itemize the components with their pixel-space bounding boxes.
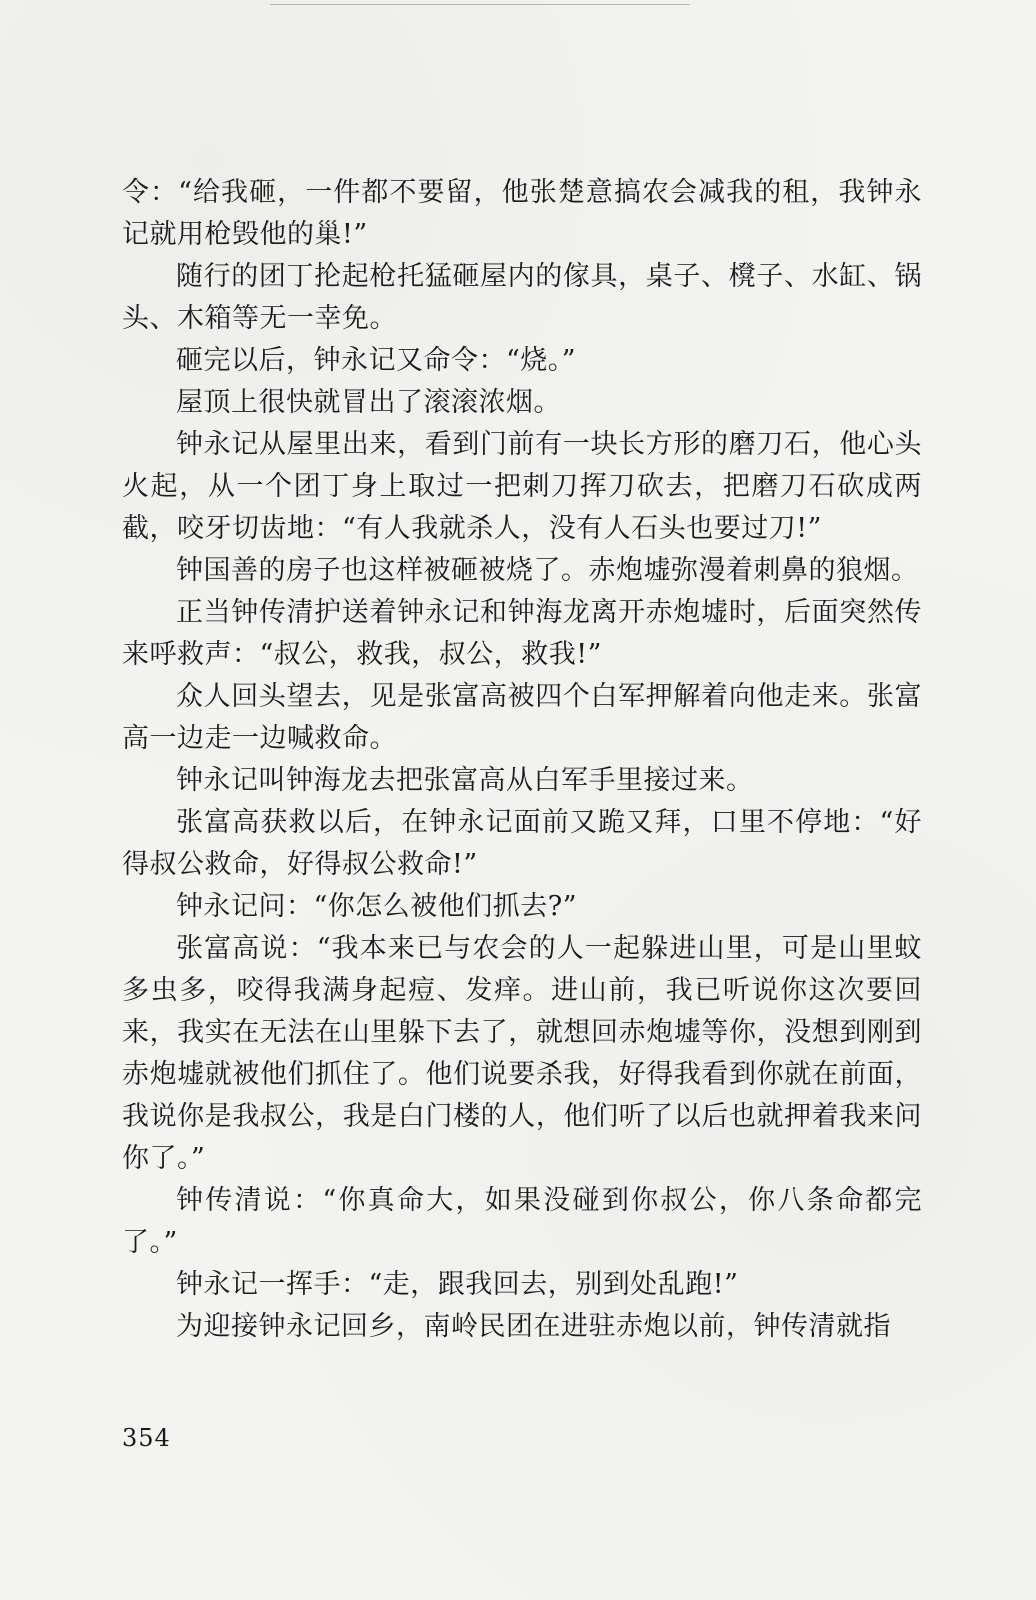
paragraph: 屋顶上很快就冒出了滚滚浓烟。 [176, 387, 561, 418]
paragraph: 令：“给我砸，一件都不要留，他张楚意搞农会减我的租，我钟永记就用枪毁他的巢!” [122, 177, 922, 250]
paragraph: 钟国善的房子也这样被砸被烧了。赤炮墟弥漫着刺鼻的狼烟。 [176, 555, 919, 586]
paragraph: 钟永记叫钟海龙去把张富高从白军手里接过来。 [176, 765, 754, 796]
scan-edge-line [270, 4, 690, 5]
paragraph: 张富高获救以后，在钟永记面前又跪又拜，口里不停地：“好得叔公救命，好得叔公救命!” [122, 807, 922, 880]
paragraph: 砸完以后，钟永记又命令：“烧。” [176, 345, 577, 376]
paragraph: 钟传清说：“你真命大，如果没碰到你叔公，你八条命都完了。” [122, 1185, 922, 1258]
paragraph: 张富高说：“我本来已与农会的人一起躲进山里，可是山里蚊多虫多，咬得我满身起痘、发痒。进山前，我已听说你这次要回来，我实在无法在山里躲下去了，就想回赤炮墟等你，没想到刚到赤炮墟就被他们抓住了。他们说要杀我，好得我看到你就在前面，我说你是我叔公，我是白门楼的人，他们听了以后也就押着我来问你了。” [122, 933, 922, 1174]
paragraph: 钟永记一挥手：“走，跟我回去，别到处乱跑!” [176, 1269, 739, 1300]
body-text [122, 172, 922, 1348]
paragraph: 为迎接钟永记回乡，南岭民团在进驻赤炮以前，钟传清就指 [176, 1311, 891, 1342]
paragraph: 钟永记从屋里出来，看到门前有一块长方形的磨刀石，他心头火起，从一个团丁身上取过一把刺刀挥刀砍去，把磨刀石砍成两截，咬牙切齿地：“有人我就杀人，没有人石头也要过刀!” [122, 429, 922, 544]
paragraph: 众人回头望去，见是张富高被四个白军押解着向他走来。张富高一边走一边喊救命。 [122, 681, 922, 754]
paragraph: 钟永记问：“你怎么被他们抓去?” [176, 891, 578, 922]
paragraph: 随行的团丁抡起枪托猛砸屋内的傢具，桌子、櫈子、水缸、锅头、木箱等无一幸免。 [122, 261, 922, 334]
paragraph: 正当钟传清护送着钟永记和钟海龙离开赤炮墟时，后面突然传来呼救声：“叔公，救我，叔公，救我!” [122, 597, 922, 670]
page-number: 354 [122, 1424, 171, 1452]
